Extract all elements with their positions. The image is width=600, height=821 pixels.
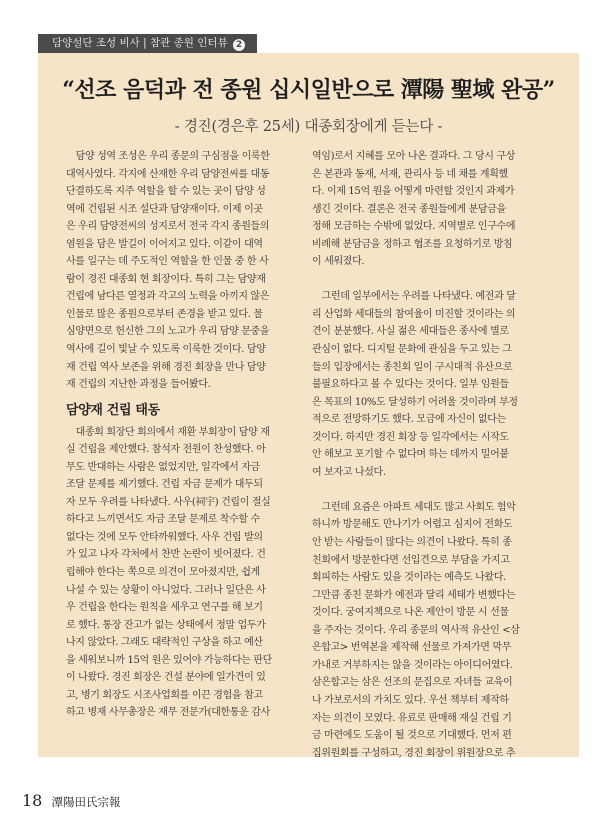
section-body: [66, 424, 312, 722]
text-line: 나설 수 있는 상황이 아니었다. 그러나 일단은 사: [66, 584, 266, 596]
text-line: 사를 일구는 데 주도적인 역할을 한 인물 중 한 사: [66, 256, 269, 268]
text-line: 삼은합고는 삼은 선조의 문집으로 자녀들 교육이: [312, 677, 513, 689]
text-line: 대역사였다. 각지에 산재한 우리 담양전씨를 대동: [66, 168, 270, 180]
text-line: 담양 성역 조성은 우리 종문의 구심점을 이룩한: [66, 151, 270, 162]
right-column: [312, 148, 558, 762]
text-line: 을 세워보니까 15억 원은 있어야 가능하다는 판단: [66, 654, 272, 666]
text-line: 견이 분분했다. 사실 젊은 세대들은 종사에 별로: [312, 326, 509, 338]
text-line: 하다고 느끼면서도 자금 조달 문제로 착수할 수: [66, 514, 260, 526]
text-line: 하니까 방문해도 만나기가 어렵고 심지어 전화도: [312, 519, 513, 531]
text-line: 나지 않았다. 그래도 대략적인 구상을 하고 예산: [66, 637, 263, 649]
text-line: 역임)로서 지혜를 모아 나온 결과다. 그 당시 구상: [312, 151, 516, 162]
text-line: 적으로 전망하기도 했다. 모금에 자신이 없다는: [312, 414, 506, 426]
text-line: 것이다. 하지만 경진 회장 등 일각에서는 시작도: [312, 431, 509, 443]
text-line: 로 했다. 통장 잔고가 없는 상태에서 정말 업두가: [66, 619, 266, 631]
text-line: 은합고> 번역본을 제작해 선물로 가져가면 막무: [312, 642, 512, 654]
intro-paragraph: [66, 148, 312, 394]
section-heading: 담양재 건립 태동: [66, 402, 160, 418]
text-line: 친회에서 방문한다면 선입견으로 부담을 가지고: [312, 554, 510, 566]
text-line: 단결하도록 지주 역할을 할 수 있는 곳이 담양 성: [66, 186, 266, 198]
page-number: 18: [22, 791, 43, 810]
text-line: 인물로 많은 종원으로부터 존경을 받고 있다. 물: [66, 308, 263, 320]
text-line: 염원을 담은 발길이 이어지고 있다. 이같이 대역: [66, 238, 263, 250]
article-title: “선조 음덕과 전 종원 십시일반으로 潭陽 聖域 완공”: [62, 77, 555, 103]
text-line: 은 본관과 동재, 서재, 관리사 등 네 채를 계획했: [312, 168, 508, 180]
text-line: 생긴 것이다. 결론은 전국 종원들에게 분담금을: [312, 203, 506, 215]
text-line: 재 건립 역사 보존을 위해 경진 회장을 만나 담양: [66, 361, 266, 373]
text-line: 이 세워졌다.: [312, 256, 365, 268]
text-line: 회피하는 사람도 있을 것이라는 예측도 나왔다.: [312, 572, 506, 584]
text-line: 실 건립을 제안했다. 참석자 전원이 찬성했다. 아: [66, 444, 266, 456]
text-line: 집위원회를 구성하고, 경진 회장이 위원장으로 추: [312, 747, 516, 759]
text-line: 자 모두 우려를 나타냈다. 사우(祠宇) 건립이 절실: [66, 496, 271, 508]
text-line: 안 해보고 포기할 수 없다며 하는 데까지 밀어붙: [312, 449, 509, 461]
text-line: 여 보자고 나섰다.: [312, 466, 386, 478]
text-line: 다. 이제 15억 원을 어떻게 마련할 것인지 과제가: [312, 186, 515, 198]
text-line: 역사에 길이 빛날 수 있도록 이룩한 것이다. 담양: [66, 344, 266, 356]
text-line: [312, 481, 558, 499]
text-line: 역에 건립된 시조 설단과 담양재이다. 이제 이곳: [66, 203, 263, 215]
text-line: 그런데 일부에서는 우려를 나타냈다. 예전과 달: [312, 291, 516, 303]
text-line: 나 가보로서의 가치도 있다. 우선 책부터 제작하: [312, 694, 509, 706]
text-line: 고, 병기 회장도 시조사업회를 이끈 경험을 참고: [66, 689, 263, 701]
text-line: 관심이 없다. 디지털 문화에 관심을 두고 있는 그: [312, 344, 512, 356]
text-line: 건립에 남다른 열정과 각고의 노력을 아끼지 않은: [66, 291, 270, 303]
text-line: 자는 의견이 모였다. 유료로 판매해 재실 건립 기: [312, 712, 512, 724]
text-line: 불필요하다고 볼 수 있다는 것이다. 일부 임원들: [312, 379, 509, 391]
text-line: 하고 병재 사무총장은 재무 전문가(대한통운 감사: [66, 707, 270, 719]
text-line: 없다는 것에 모두 안타까워했다. 사우 건립 발의: [66, 531, 263, 543]
page-footer: [22, 791, 120, 810]
text-line: 안 받는 사람들이 많다는 의견이 나왔다. 특히 종: [312, 537, 512, 549]
publication-name: 潭陽田氏宗報: [51, 795, 121, 809]
text-line: 조달 문제를 제기했다. 건립 자금 문제가 대두되: [66, 479, 263, 491]
text-line: 금 마련에도 도움이 될 것으로 기대했다. 먼저 편: [312, 730, 512, 742]
article-panel: [38, 53, 579, 757]
section-tab-number: 2: [233, 39, 245, 51]
text-line: 이 나왔다. 경진 회장은 건설 분야에 일가견이 있: [66, 672, 266, 684]
article-subtitle: - 경진(경은후 25세) 대종회장에게 듣는다 -: [174, 119, 443, 135]
text-line: 을 주자는 것이다. 우리 종문의 역사적 유산인 <삼: [312, 624, 520, 636]
text-line: 리 산업화 세대들의 참여율이 미진할 것이라는 의: [312, 308, 516, 320]
text-line: 가내로 거부하지는 않을 것이라는 아이디어였다.: [312, 659, 513, 671]
text-line: 립해야 한다는 쪽으로 의견이 모아졌지만, 쉽게: [66, 567, 260, 579]
text-line: 은 우리 담양전씨의 성지로서 전국 각지 종원들의: [66, 221, 270, 233]
text-line: 그런데 요즘은 아파트 세대도 많고 사회도 험악: [312, 501, 516, 513]
text-line: 람이 경진 대종회 현 회장이다. 특히 그는 담양재: [66, 273, 266, 285]
text-line: 대종회 회장단 회의에서 재환 부회장이 담양 재: [66, 426, 270, 438]
text-line: 가 있고 나자 각처에서 찬반 논란이 빗어졌다. 건: [66, 549, 266, 561]
left-column: [66, 148, 312, 722]
text-line: [312, 271, 558, 289]
text-line: 들의 입장에서는 종친회 일이 구시대적 유산으로: [312, 361, 513, 373]
text-line: 것이다. 궁여지책으로 나온 제안이 방문 시 선물: [312, 607, 509, 619]
text-line: 그만큼 종친 문화가 예전과 달리 세태가 변했다는: [312, 589, 516, 601]
section-tab-text: 담양설단 조성 비사 | 참관 종원 인터뷰: [52, 37, 228, 49]
right-body: [312, 148, 558, 762]
text-line: 우 건립을 한다는 원칙을 세우고 연구를 해 보기: [66, 602, 263, 614]
text-line: 정해 모금하는 수밖에 없었다. 지역별로 인구수에: [312, 221, 516, 233]
text-line: 무도 반대하는 사람은 없었지만, 일각에서 자금: [66, 461, 260, 473]
text-line: 은 목표의 10%도 달성하기 어려울 것이라며 부정: [312, 396, 518, 408]
text-line: 비례해 분담금을 정하고 협조를 요청하기로 방침: [312, 238, 513, 250]
text-line: 재 건립의 지난한 과정을 들어봤다.: [66, 379, 211, 391]
section-tab: [38, 34, 257, 53]
text-line: 심양면으로 헌신한 그의 노고가 우리 담양 문중을: [66, 326, 270, 338]
